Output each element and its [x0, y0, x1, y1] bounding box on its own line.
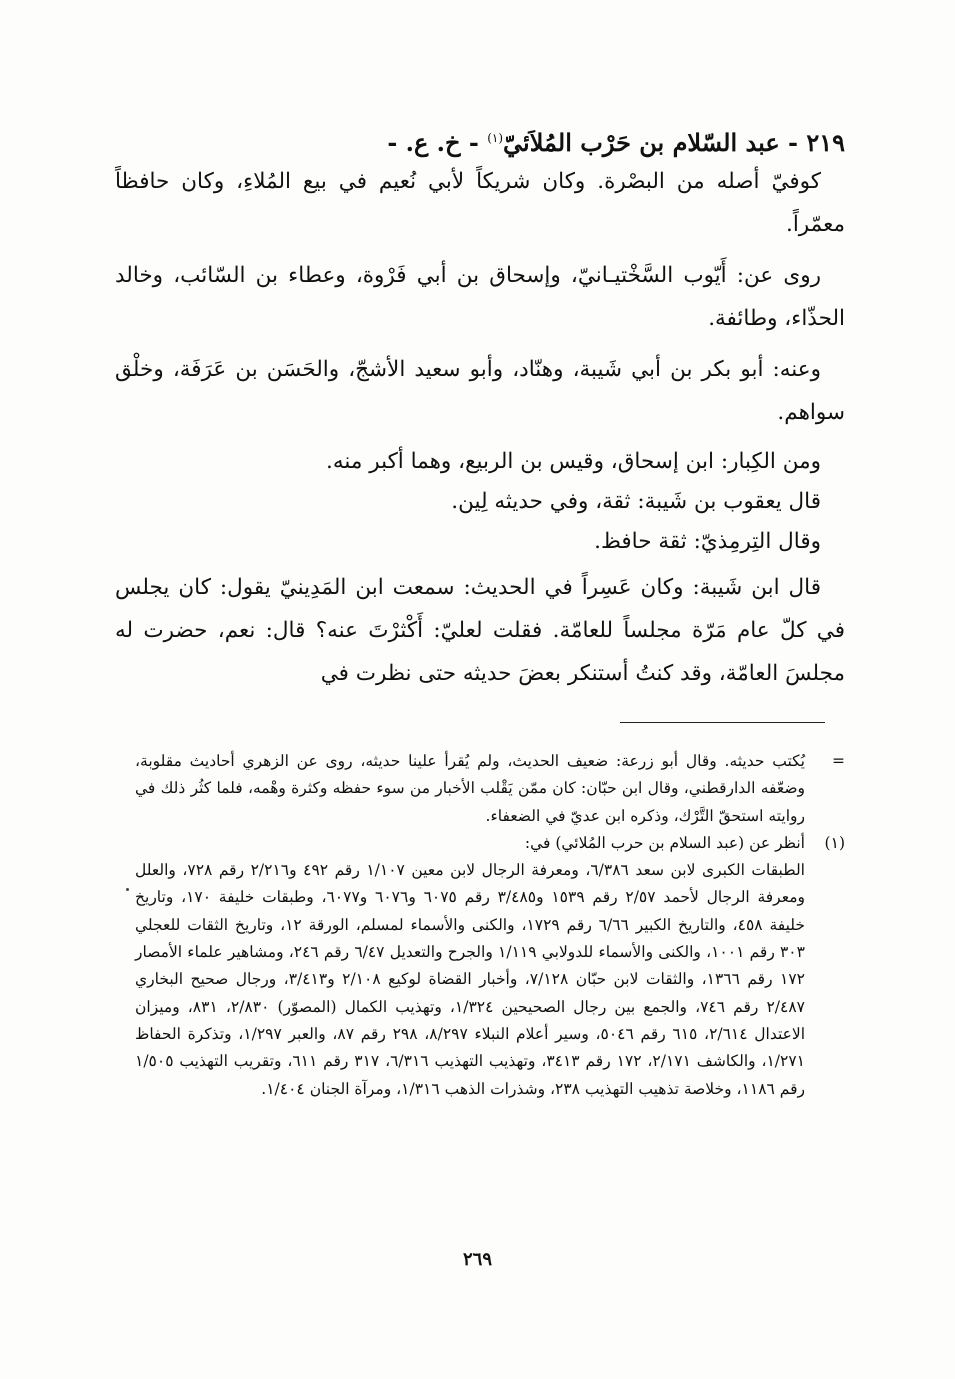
line-elders: ومن الكِبار: ابن إسحاق، وقيس بن الربيع، وهما أكبر منه. — [326, 449, 821, 474]
page-number: ٢٦٩ — [462, 1249, 492, 1270]
paragraph-ibn-shayba: قال ابن شَيبة: وكان عَسِراً في الحديث: سمعت ابن المَدِينيّ يقول: كان يجلس في كلّ عام مَرّة مجلساً للعامّة. فقلت لعليّ: أَكْثرْتَ عنه؟ قال: نعم، حضرت له مجلسَ العامّة، وقد كنتُ أستنكر بعضَ حديثه حتى نظرت في — [115, 575, 845, 686]
scan-speck — [126, 888, 129, 891]
footnote-sources: الطبقات الكبرى لابن سعد ٦/٣٨٦، ومعرفة الرجال لابن معين ١/١٠٧ رقم ٤٩٢ و٢/٢١٦ رقم ٧٢٨، والعلل ومعرفة الرجال لأحمد ٢/٥٧ رقم ١٥٣٩ و٣/٤٨٥ رقم ٦٠٧٥ و٦٠٧٦ و٦٠٧٧، وطبقات خليفة ١٧٠، وتاريخ خليفة ٤٥٨، والتاريخ الكبير ٦/٦٦ رقم ١٧٢٩، والكنى والأسماء لمسلم، الورقة ١٢، وتاريخ الثقات للعجلي ٣٠٣ رقم ١٠٠١، والكنى والأسماء للدولابي ١/١١٩ والجرح والتعديل ٦/٤٧ رقم ٢٤٦، ومشاهير علماء الأمصار ١٧٢ رقم ١٣٦٦، والثقات لابن حبّان ٧/١٢٨، وأخبار القضاة لوكيع ٢/١٠٨ و٣/٤١٣، ورجال صحيح البخاري ٢/٤٨٧ رقم ٧٤٦، والجمع بين رجال الصحيحين ١/٣٢٤، وتهذيب الكمال (المصوّر) ٢/٨٣٠، ٨٣١، وميزان الاعتدال ٢/٦١٤، ٦١٥ رقم ٥٠٤٦، وسير أعلام النبلاء ٨/٢٩٧، ٢٩٨ رقم ٨٧، والعبر ١/٢٩٧، وتذكرة الحفاظ ١/٢٧١، والكاشف ٢/١٧١، ١٧٢ رقم ٣٤١٣، وتهذيب التهذيب ٦/٣١٦، ٣١٧ رقم ٦١١، وتقريب التهذيب ١/٥٠٥ رقم ١١٨٦، وخلاصة تذهيب التهذيب ٢٣٨، وشذرات الذهب ١/٣١٦، ومرآة الجنان ١/٤٠٤. — [135, 861, 806, 1098]
continuation-marker: = — [832, 752, 845, 770]
main-text — [115, 118, 845, 703]
paragraph-origin: كوفيّ أصله من البصْرة. وكان شريكاً لأبي نُعيم في بيع المُلاءِ، وكان حافظاً معمّراً. — [115, 169, 845, 237]
footnote-separator — [620, 722, 825, 723]
paragraph-narrated-from: روى عن: أَيّوب السَّخْتيـانيّ، وإسحاق بن أبي فَرْوة، وعطاء بن السّائب، وخالد الحذّاء، وطائفة. — [115, 263, 845, 331]
footnote-continuation — [135, 748, 845, 830]
paragraph-narrators: وعنه: أبو بكر بن أبي شَيبة، وهنّاد، وأبو سعيد الأشجّ، والحَسَن بن عَرَفَة، وخلْق سواهم. — [115, 357, 845, 425]
line-tirmidhi-opinion: وقال التِرمِذيّ: ثقة حافظ. — [594, 529, 821, 554]
footnote-reference: (١) — [487, 131, 504, 145]
continuation-text: يُكتب حديثه. وقال أبو زرعة: ضعيف الحديث، ولم يُقرأ علينا حديثه، روى عن الزهري أحاديث مقلوبة، وضعّفه الدارقطني، وقال ابن حبّان: كان ممّن يَقْلب الأخبار من سوء حفظه وكثرة وهْمه، فلما كثُر ذلك في روايته استحقّ التَّرْك، وذكره ابن عديّ في الضعفاء. — [135, 752, 805, 825]
footnote-intro: أنظر عن (عبد السلام بن حرب المُلائي) في: — [524, 833, 805, 852]
footnotes — [135, 748, 845, 1103]
line-yaqub-opinion: قال يعقوب بن شَيبة: ثقة، وفي حديثه لِين. — [451, 489, 821, 514]
entry-codes: - خ. ع. - — [387, 128, 479, 157]
footnote-1 — [135, 830, 845, 857]
entry-heading — [115, 118, 845, 160]
entry-title: - عبد السّلام بن حَرْب المُلاَئيّ — [503, 128, 798, 157]
footnote-marker: (١) — [824, 833, 845, 852]
entry-number: ٢١٩ — [806, 128, 845, 157]
